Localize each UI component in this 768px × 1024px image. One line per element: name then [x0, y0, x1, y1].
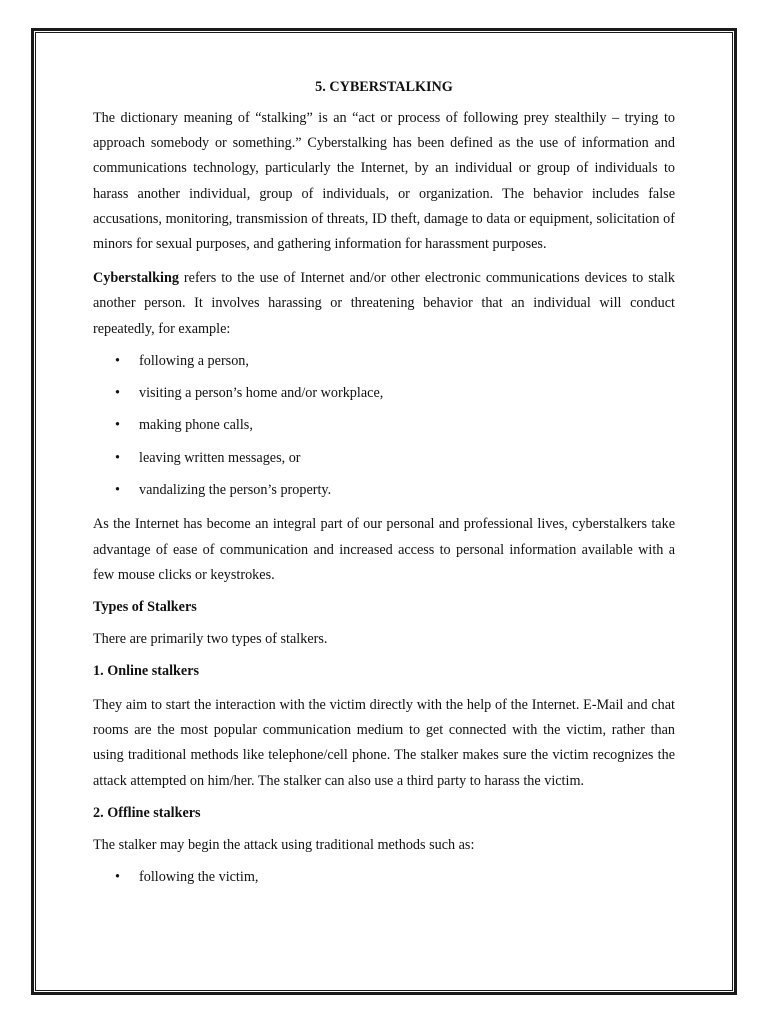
offline-methods-list — [93, 867, 675, 887]
online-stalkers-heading: 1. Online stalkers — [93, 662, 200, 679]
examples-list — [93, 351, 675, 500]
definition-paragraph — [93, 266, 675, 342]
offline-stalkers-heading: 2. Offline stalkers — [93, 804, 201, 821]
page-title: 5. CYBERSTALKING — [315, 79, 453, 95]
document-body — [93, 77, 675, 899]
list-item: • visiting a person’s home and/or workplace, — [93, 383, 675, 403]
list-item: • following a person, — [93, 351, 675, 371]
definition-text: refers to the use of Internet and/or other electronic communications devices to stalk another person. It involves harassing or threatening behavior that an individual will conduct repeatedly, for example: — [93, 270, 675, 337]
list-item: • leaving written messages, or — [93, 448, 675, 468]
definition-term: Cyberstalking — [93, 270, 179, 287]
types-intro: There are primarily two types of stalkers. — [93, 630, 328, 647]
offline-stalkers-intro: The stalker may begin the attack using traditional methods such as: — [93, 836, 475, 853]
list-item: • making phone calls, — [93, 415, 675, 435]
intro-paragraph: The dictionary meaning of “stalking” is an “act or process of following prey stealthily – trying to approach somebody or something.” Cyberstalking has been defined as the use of information and communications technology, particularly the Internet, by an individual or group of individuals to harass another individual, group of individuals, or organization. The behavior includes false accusations, monitoring, transmission of threats, ID theft, damage to data or equipment, solicitation of minors for sexual purposes, and gathering information for harassment purposes. — [93, 110, 675, 253]
online-stalkers-paragraph: They aim to start the interaction with the victim directly with the help of the Internet. E-Mail and chat rooms are the most popular communication medium to get connected with the victim, rather than using traditional methods like telephone/cell phone. The stalker makes sure the victim recognizes the attack attempted on him/her. The stalker can also use a third party to harass the victim. — [93, 696, 675, 789]
list-item: • following the victim, — [93, 867, 675, 887]
internet-paragraph: As the Internet has become an integral part of our personal and professional lives, cyberstalkers take advantage of ease of communication and increased access to personal information available with a few mouse clicks or keystrokes. — [93, 516, 675, 583]
list-item: • vandalizing the person’s property. — [93, 480, 675, 500]
types-heading: Types of Stalkers — [93, 598, 197, 615]
